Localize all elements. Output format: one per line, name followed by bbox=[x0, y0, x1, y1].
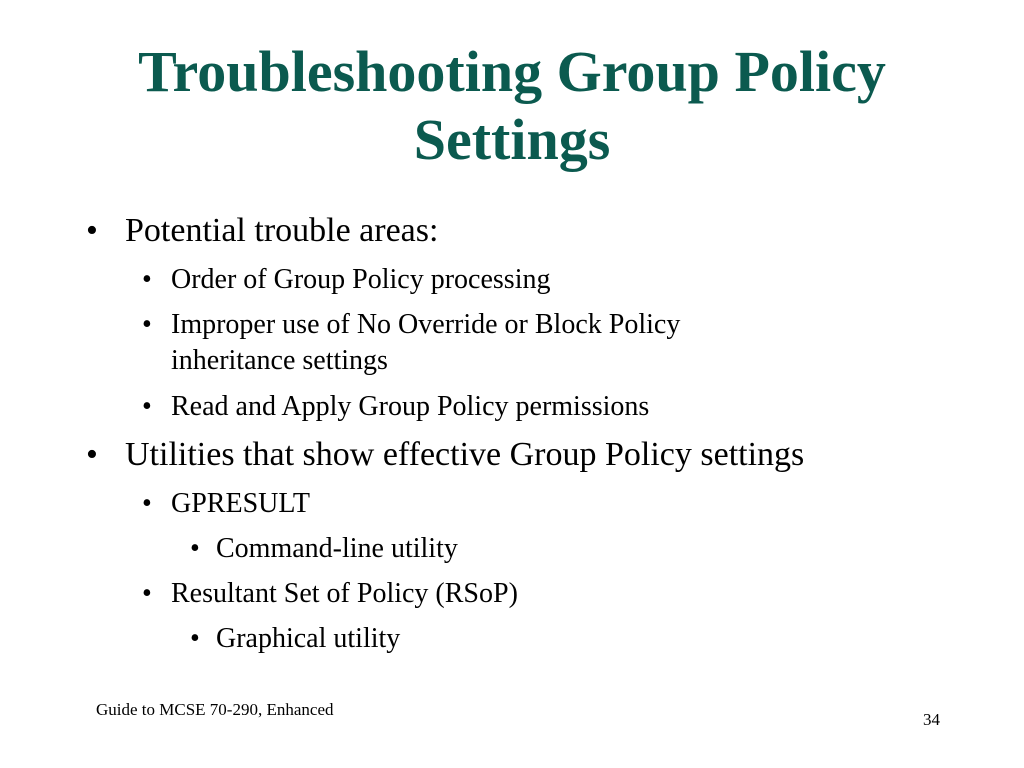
bullet-text: GPRESULT bbox=[171, 488, 311, 519]
footer-text: Guide to MCSE 70-290, Enhanced bbox=[96, 700, 334, 719]
bullet-text: Graphical utility bbox=[216, 623, 401, 654]
bullet-text: Resultant Set of Policy (RSoP) bbox=[171, 578, 518, 609]
bullet-icon: • bbox=[142, 264, 152, 295]
page-number: 34 bbox=[923, 710, 940, 729]
bullet-text: Command-line utility bbox=[216, 533, 458, 564]
bullet-text: Utilities that show effective Group Policy settings bbox=[125, 436, 805, 473]
bullet-text: Read and Apply Group Policy permissions bbox=[171, 391, 650, 422]
bullet-icon: • bbox=[142, 488, 152, 519]
bullet-icon: • bbox=[190, 533, 200, 564]
slide-title bbox=[60, 38, 964, 174]
bullet-icon: • bbox=[142, 309, 152, 340]
bullet-icon: • bbox=[86, 212, 98, 249]
bullet-text: Order of Group Policy processing bbox=[171, 264, 551, 295]
bullet-icon: • bbox=[86, 436, 98, 473]
slide-title-line-1: Troubleshooting Group Policy bbox=[138, 39, 886, 104]
bullet-text: Improper use of No Override or Block Policy bbox=[171, 309, 681, 340]
slide-title-line-2: Settings bbox=[413, 107, 611, 172]
bullet-icon: • bbox=[142, 391, 152, 422]
bullet-text-continuation: inheritance settings bbox=[171, 345, 388, 376]
bullet-text: Potential trouble areas: bbox=[125, 212, 439, 249]
bullet-icon: • bbox=[142, 578, 152, 609]
bullet-icon: • bbox=[190, 623, 200, 654]
